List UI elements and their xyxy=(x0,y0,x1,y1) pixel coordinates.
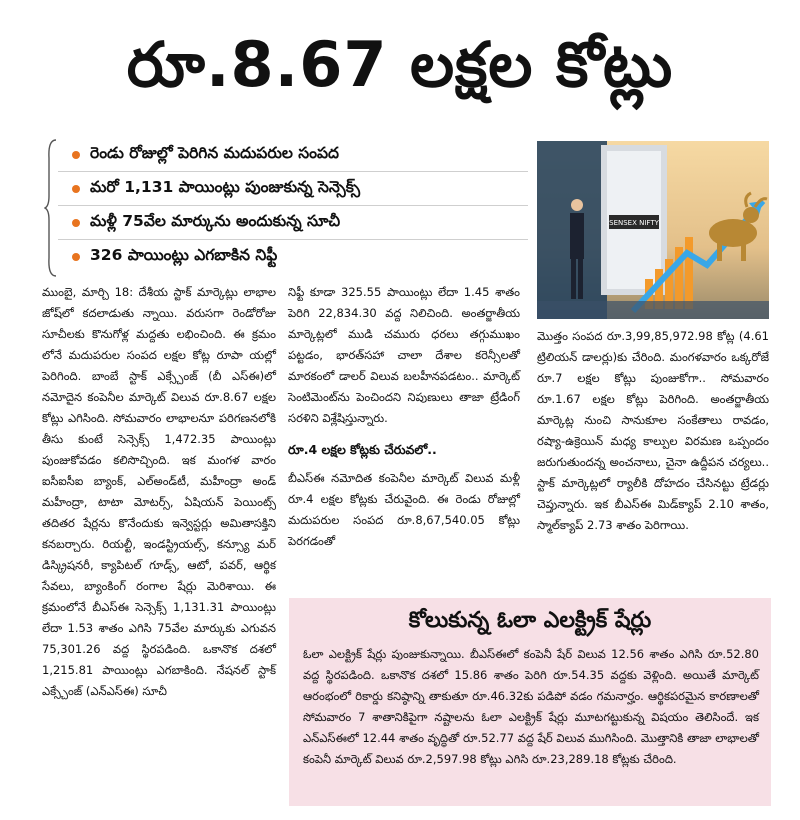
bullet-text: మరో 1,131 పాయింట్లు పుంజుకున్న సెన్సెక్స్‌ xyxy=(90,177,361,196)
bullet-dot xyxy=(72,253,80,261)
article-column-2 xyxy=(288,282,520,552)
bullet-dot xyxy=(72,151,80,159)
article-text: ముంబై, మార్చి 18: దేశీయ స్టాక్‌ మార్కెట్లు లాభాల జోష్‌లో కదలాడుతు న్నాయి. వరుసగా రెండోరోజు సూచీలకు కొనుగోళ్ల మద్దతు లభించింది. ఈ క్రమం లోనే మదుపరుల సంపద లక్షల కోట్ల రూపా యల్లో పెరిగింది. బాంబే స్టాక్‌ ఎక్స్చేంజ్‌ (బీ ఎస్‌ఈ)లో నమోదైన కంపెనీల మార్కెట్‌ విలువ రూ.8.67 లక్షల కోట్లు ఎగిసింది. సోమవారం లాభాలనూ పరిగణనలోకి తీసు కుంటే సెన్సెక్స్‌ 1,472.35 పాయింట్లు పుంజుకోవడం కలిసొచ్చింది. ఇక మంగళ వారం ఐసీఐసీఐ బ్యాంక్‌, ఎల్‌అండ్‌టీ, మహీంద్రా అండ్‌ మహీంద్రా, టాటా మోటర్స్‌, ఏషియన్‌ పెయింట్స్‌ తదితర షేర్లను కొనేందుకు ఇన్వెస్టర్లు అమితాసక్తిని కనబర్చారు. రియల్టీ, ఇండస్ట్రియల్స్‌, కన్స్యూ మర్‌ డిస్క్రిషనరీ, క్యాపిటల్‌ గూడ్స్‌, ఆటో, పవర్‌, ఆర్థిక సేవలు, బ్యాంకింగ్‌ రంగాల షేర్లు మెరిశాయి. ఈ క్రమంలోనే బీఎస్‌ఈ సెన్సెక్స్‌ 1,131.31 పాయింట్లు లేదా 1.53 శాతం ఎగిసి 75వేల మార్కుకు ఎగువన 75,301.26 వద్ద స్థిరపడింది. ఒకానొక దశలో 1,215.81 పాయింట్లు ఎగబాకింది. నేషనల్‌ స్టాక్‌ ఎక్స్చేంజ్‌ (ఎన్‌ఎస్‌ఈ) సూచీ xyxy=(42,285,276,698)
bullet-item xyxy=(58,138,528,172)
bullet-text: రెండు రోజుల్లో పెరిగిన మదుపరుల సంపద xyxy=(90,143,339,162)
ola-electric-box xyxy=(289,598,771,806)
bullet-text: 326 పాయింట్లు ఎగబాకిన నిఫ్టీ xyxy=(90,245,278,264)
article-subheading: రూ.4 లక్షల కోట్లకు చేరువలో.. xyxy=(288,442,437,457)
article-text: బీఎస్‌ఈ నమోదిత కంపెనీల మార్కెట్‌ విలువ మళ్లీ రూ.4 లక్షల కోట్లకు చేరువైంది. ఈ రెండు రోజుల్లో మదుపరుల సంపద రూ.8,67,540.05 కోట్లు పెరగడంతో xyxy=(288,471,520,548)
sensex-sign: SENSEX NIFTY xyxy=(609,219,659,227)
bullet-item xyxy=(58,206,528,240)
article-column-3 xyxy=(537,326,769,536)
bullet-item xyxy=(58,240,528,273)
bullet-item xyxy=(58,172,528,206)
box-body: ఓలా ఎలక్ట్రిక్‌ షేర్లు పుంజుకున్నాయి. బీఎస్‌ఈలో కంపెనీ షేర్‌ విలువ 12.56 శాతం ఎగిసి రూ.52.80 వద్ద స్థిరపడింది. ఒకానొక దశలో 15.86 శాతం పెరిగి రూ.54.35 వద్దకు వెళ్లింది. అయితే మార్కెట్‌ ఆరంభంలో రికార్డు కనిష్ఠాన్ని తాకుతూ రూ.46.32కు పడిపో వడం గమనార్హం. ఆర్థికపరమైన కారణాలతో సోమవారం 7 శాతానికిపైగా నష్టాలను ఓలా ఎలక్ట్రిక్‌ షేర్లు మూటగట్టుకున్న విషయం తెలిసిందే. ఇక ఎన్‌ఎస్‌ఈలో 12.44 శాతం వృద్ధితో రూ.52.77 వద్ద షేర్‌ విలువ ముగిసింది. మొత్తానికి తాజా లాభాలతో కంపెనీ మార్కెట్‌ విలువ రూ.2,597.98 కోట్లు ఎగిసి రూ.23,289.18 కోట్లకు చేరింది. xyxy=(303,647,759,766)
article-text: మొత్తం సంపద రూ.3,99,85,972.98 కోట్ల (4.61 ట్రిలియన్‌ డాలర్లు)కు చేరింది. మంగళవారం ఒక్కరోజే రూ.7 లక్షల కోట్లు పుంజుకోగా.. సోమవారం రూ.1.67 లక్షల కోట్లు పెరిగింది. అంతర్జాతీయ మార్కెట్ల నుంచి సానుకూల సంకేతాలు రావడం, రష్యా-ఉక్రెయిన్‌ మధ్య కాల్పుల విరమణ ఒప్పందం జరుగుతుందన్న అంచనాలు, చైనా ఉద్దీపన చర్యలు.. స్టాక్‌ మార్కెట్లలో ర్యాలీకి దోహదం చేసినట్టు ట్రేడర్లు చెప్తున్నారు. ఇక బీఎస్‌ఈ మిడ్‌క్యాప్‌ 2.10 శాతం, స్మాల్‌క్యాప్‌ 2.73 శాతం పెరిగాయి. xyxy=(537,329,769,532)
bullet-brace xyxy=(44,138,58,278)
article-text: నిఫ్టీ కూడా 325.55 పాయింట్లు లేదా 1.45 శాతం పెరిగి 22,834.30 వద్ద నిలిచింది. అంతర్జాతీయ మార్కెట్లలో ముడి చమురు ధరలు తగ్గుముఖం పట్టడం, భారత్‌సహా చాలా దేశాల కరెన్సీలతో మారకంలో డాలర్‌ విలువ బలహీనపడటం.. మార్కెట్‌ సెంటిమెంట్‌ను పెంచిందని నిపుణులు తాజా ట్రేడింగ్‌ సరళిని విశ్లేషిస్తున్నారు. xyxy=(288,285,520,425)
bullet-dot xyxy=(72,219,80,227)
bullet-text: మళ్లీ 75వేల మార్కును అందుకున్న సూచీ xyxy=(90,211,341,230)
box-title: కోలుకున్న ఓలా ఎలక్ట్రిక్‌ షేర్లు xyxy=(408,608,652,633)
headline: రూ.8.67 లక్షల కోట్లు xyxy=(126,28,674,101)
bullet-list xyxy=(58,138,528,273)
stock-market-photo xyxy=(537,141,769,319)
bullet-dot xyxy=(72,185,80,193)
article-column-1 xyxy=(42,282,276,702)
